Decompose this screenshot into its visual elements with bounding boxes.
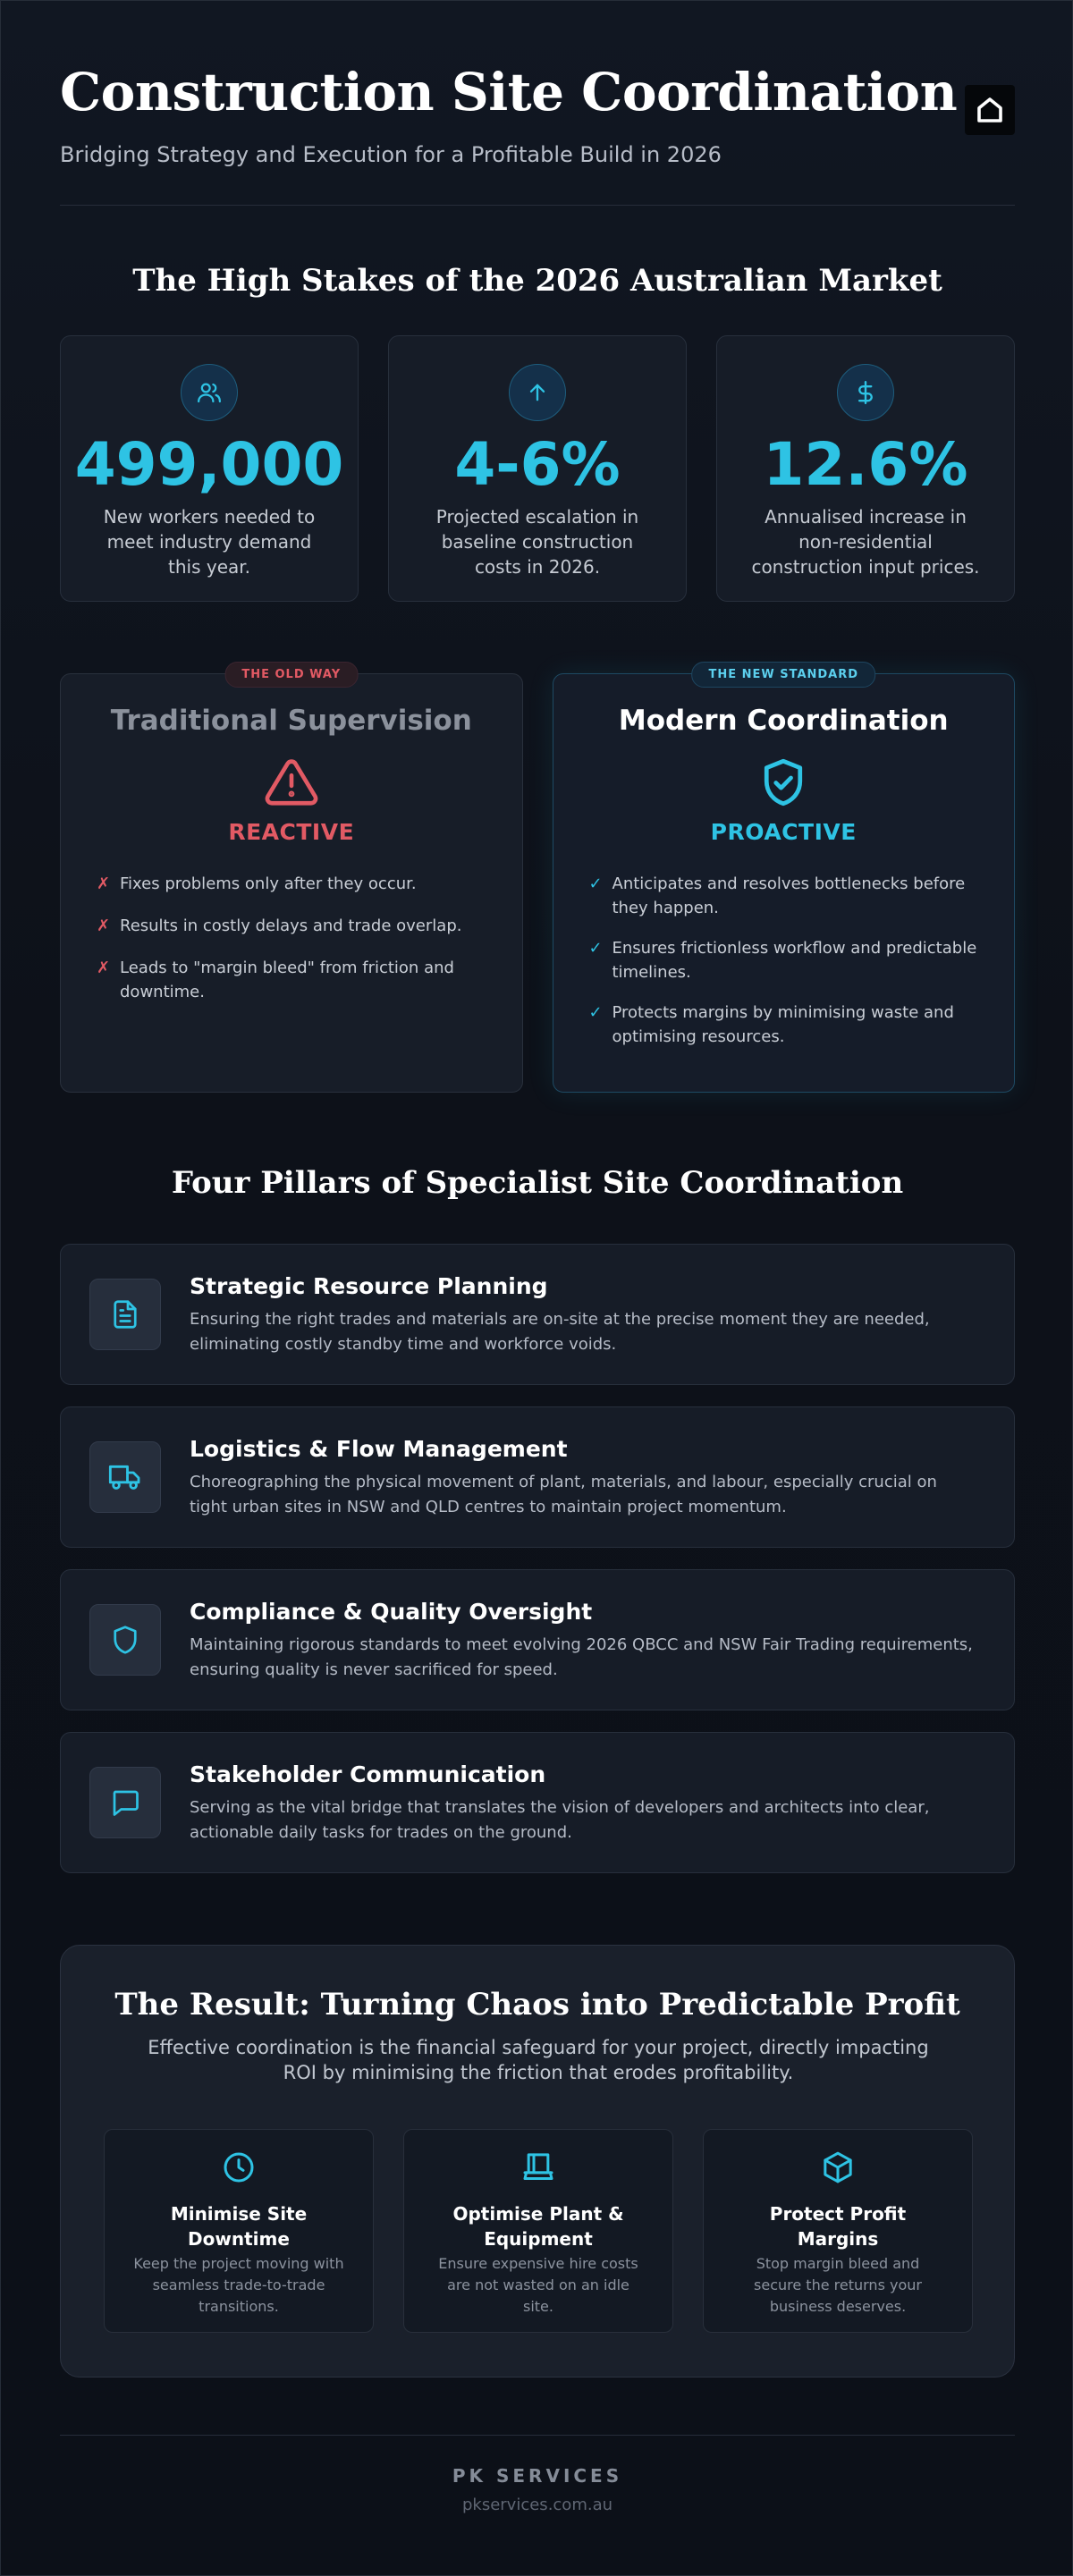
- new-standard-badge: THE NEW STANDARD: [691, 662, 875, 688]
- users-icon: [181, 364, 238, 421]
- pillar-title: Compliance & Quality Oversight: [190, 1599, 593, 1625]
- result-title: The Result: Turning Chaos into Predictable Profit: [114, 1987, 960, 2023]
- pillar-card: [60, 1732, 1015, 1873]
- footer-url[interactable]: pkservices.com.au: [461, 2496, 613, 2514]
- shield-icon: [89, 1604, 161, 1676]
- cross-icon: ✗: [97, 959, 111, 977]
- list-item: ✓ Anticipates and resolves bottlenecks before they happen.: [589, 872, 979, 920]
- clock-icon: [221, 2149, 257, 2189]
- cross-icon: ✗: [97, 916, 111, 935]
- list-item: ✓ Protects margins by minimising waste and optimising resources.: [589, 1001, 979, 1049]
- check-icon: ✓: [588, 939, 603, 958]
- benefit-description: Keep the project moving with seamless trade-to-trade transitions.: [133, 2255, 344, 2315]
- stat-card-prices: [716, 335, 1015, 602]
- page-subtitle: Bridging Strategy and Execution for a Profitable Build in 2026: [60, 142, 722, 167]
- stat-card-workers: [60, 335, 359, 602]
- stat-value: 499,000: [74, 430, 344, 499]
- benefit-title: Minimise Site Downtime: [170, 2203, 308, 2250]
- stat-description: New workers needed to meet industry demand this year.: [103, 506, 316, 579]
- benefit-card: [104, 2129, 374, 2333]
- pillar-title: Strategic Resource Planning: [190, 1273, 548, 1299]
- old-way-title: Traditional Supervision: [110, 705, 472, 737]
- footer-divider: [60, 2435, 1015, 2436]
- stat-description: Projected escalation in baseline construction costs in 2026.: [435, 506, 639, 579]
- new-standard-mode: PROACTIVE: [710, 819, 857, 845]
- benefit-card: [703, 2129, 973, 2333]
- page-title: Construction Site Coordination: [60, 62, 958, 122]
- footer-brand: PK SERVICES: [452, 2465, 623, 2487]
- result-panel: [60, 1945, 1015, 2378]
- stats-row: [60, 335, 1015, 602]
- stat-description: Annualised increase in non-residential construction input prices.: [751, 506, 980, 579]
- new-standard-title: Modern Coordination: [618, 705, 949, 737]
- benefits-row: [104, 2129, 973, 2333]
- list-item: ✗ Leads to "margin bleed" from friction and downtime.: [97, 956, 486, 1004]
- cross-icon: ✗: [97, 874, 111, 893]
- pillar-description: Maintaining rigorous standards to meet evolving 2026 QBCC and NSW Fair Trading requirements, ensuring quality is never sacrificed for speed.: [190, 1635, 973, 1679]
- check-icon: ✓: [588, 1003, 603, 1022]
- pillar-card: [60, 1244, 1015, 1385]
- pillar-card: [60, 1569, 1015, 1710]
- pillar-title: Stakeholder Communication: [190, 1761, 546, 1787]
- benefit-description: Ensure expensive hire costs are not wasted on an idle site.: [438, 2255, 638, 2315]
- old-way-list: [97, 872, 486, 1004]
- pillar-description: Ensuring the right trades and materials are on-site at the precise moment they are needed, eliminating costly standby time and workforce voids.: [190, 1310, 930, 1354]
- header-divider: [60, 205, 1015, 206]
- stat-value: 4-6%: [454, 430, 621, 499]
- old-way-badge: THE OLD WAY: [224, 662, 358, 688]
- benefit-title: Optimise Plant & Equipment: [452, 2203, 624, 2250]
- old-way-mode: REACTIVE: [228, 819, 355, 845]
- new-standard-list: [589, 872, 979, 1049]
- document-icon: [89, 1279, 161, 1350]
- benefit-description: Stop margin bleed and secure the returns your business deserves.: [754, 2255, 922, 2315]
- old-way-card: [60, 668, 523, 1093]
- stat-card-costs: [388, 335, 687, 602]
- list-item: ✗ Results in costly delays and trade overlap.: [97, 914, 486, 938]
- new-standard-card: [553, 668, 1016, 1093]
- check-icon: ✓: [588, 874, 603, 893]
- pillar-title: Logistics & Flow Management: [190, 1436, 568, 1462]
- pillar-description: Serving as the vital bridge that translates the vision of developers and architects into clear, actionable daily tasks for trades on the ground.: [190, 1798, 930, 1842]
- pillar-description: Choreographing the physical movement of plant, materials, and labour, especially crucial on tight urban sites in NSW and QLD centres to maintain project momentum.: [190, 1473, 937, 1516]
- pillar-card: [60, 1406, 1015, 1548]
- pillars-title: Four Pillars of Specialist Site Coordination: [171, 1165, 904, 1201]
- comparison: [60, 668, 1015, 1093]
- result-description: Effective coordination is the financial safeguard for your project, directly impacting ROI by minimising the friction that erodes profitability.: [148, 2037, 929, 2083]
- header: [60, 62, 1015, 167]
- house-icon: [965, 85, 1015, 135]
- warning-triangle-icon: [61, 755, 522, 810]
- stat-value: 12.6%: [763, 430, 968, 499]
- dollar-icon: [837, 364, 894, 421]
- box-icon: [820, 2149, 856, 2189]
- message-icon: [89, 1767, 161, 1838]
- shield-check-icon: [553, 755, 1015, 810]
- truck-icon: [89, 1441, 161, 1513]
- list-item: ✓ Ensures frictionless workflow and predictable timelines.: [589, 936, 979, 984]
- arrow-up-icon: [509, 364, 566, 421]
- list-item: ✗ Fixes problems only after they occur.: [97, 872, 486, 896]
- benefit-title: Protect Profit Margins: [769, 2203, 907, 2250]
- stakes-title: The High Stakes of the 2026 Australian Market: [132, 263, 942, 299]
- equipment-icon: [520, 2149, 556, 2189]
- benefit-card: [403, 2129, 673, 2333]
